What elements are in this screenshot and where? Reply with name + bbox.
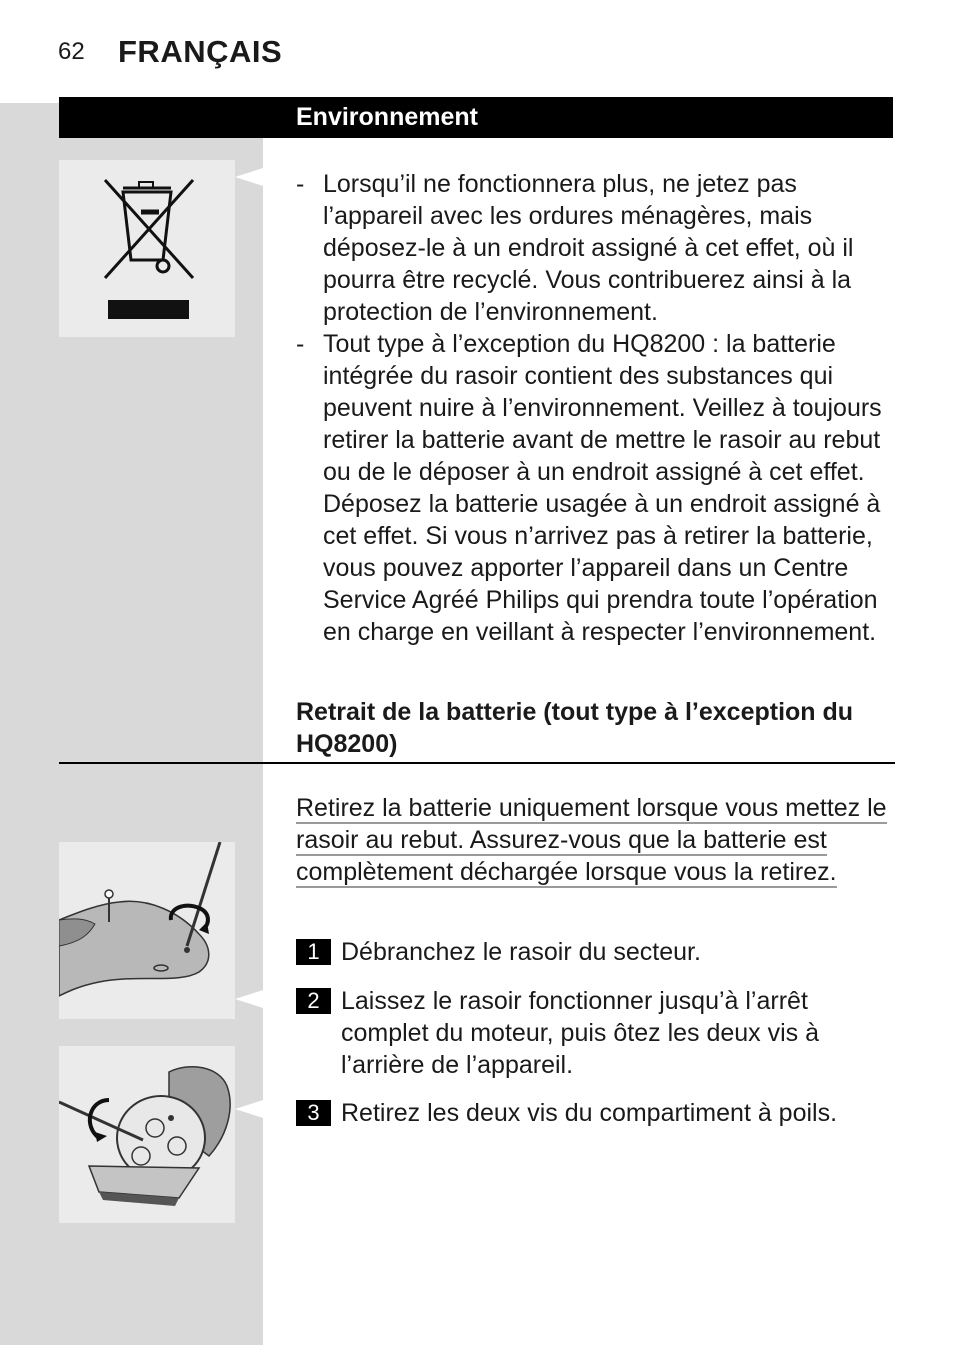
step-item: [296, 985, 896, 1081]
step-number: 2: [296, 988, 331, 1014]
image-pointer: [235, 168, 263, 186]
shaver-hair-chamber-screw-illustration: [59, 1046, 235, 1223]
section-header-bar: [59, 97, 893, 138]
step-number: 3: [296, 1100, 331, 1126]
page-language-title: FRANÇAIS: [118, 34, 283, 69]
shaver-back-image: [59, 842, 235, 1019]
bullet-text: Tout type à l’exception du HQ8200 : la batterie intégrée du rasoir contient des substances qui peuvent nuire à l’environnement. Veillez à toujours retirer la batterie avant de mettre le rasoir au rebut ou de le déposer à un endroit assigné à cet effet. Déposez la batterie usagée à un endroit assigné à cet effet. Si vous n’arrivez pas à retirer la batterie, vous pouvez apporter l’appareil dans un Centre Service Agréé Philips qui prendra toute l’opération en charge en veillant à respecter l’environnement.: [323, 330, 882, 646]
image-pointer: [235, 1100, 263, 1118]
crossed-out-wheelie-bin-icon: [59, 160, 235, 337]
section-divider: [59, 762, 895, 764]
step-number: 1: [296, 939, 331, 965]
step-text: Débranchez le rasoir du secteur.: [341, 938, 701, 966]
step-text: Retirez les deux vis du compartiment à poils.: [341, 1099, 838, 1127]
section-title: Environnement: [296, 103, 478, 131]
page-number: 62: [58, 38, 85, 65]
bullet-dash: -: [296, 330, 305, 358]
step-text: Laissez le rasoir fonctionner jusqu’à l’arrêt complet du moteur, puis ôtez les deux vis à l’arrière de l’appareil.: [341, 987, 820, 1079]
bullet-text: Lorsqu’il ne fonctionnera plus, ne jetez pas l’appareil avec les ordures ménagères, mais déposez-le à un endroit assigné à cet effet, où il pourra être recyclé. Vous contribuerez ainsi à la protection de l’environnement.: [323, 170, 854, 326]
battery-notice: [296, 792, 906, 888]
step-item: [296, 936, 896, 968]
battery-notice-text: Retirez la batterie uniquement lorsque vous mettez le rasoir au rebut. Assurez-vous que la batterie est complètement déchargée lorsque vous la retirez.: [296, 794, 887, 886]
image-pointer: [235, 990, 263, 1008]
shaver-back-screw-illustration: [59, 842, 235, 1019]
step-item: [296, 1097, 896, 1129]
battery-removal-heading: Retrait de la batterie (tout type à l’exception du HQ8200): [296, 698, 854, 758]
bullet-dash: -: [296, 170, 305, 198]
shaver-chamber-image: [59, 1046, 235, 1223]
weee-image: [59, 160, 235, 337]
environment-bullet: [296, 168, 892, 328]
environment-bullet: [296, 328, 892, 648]
